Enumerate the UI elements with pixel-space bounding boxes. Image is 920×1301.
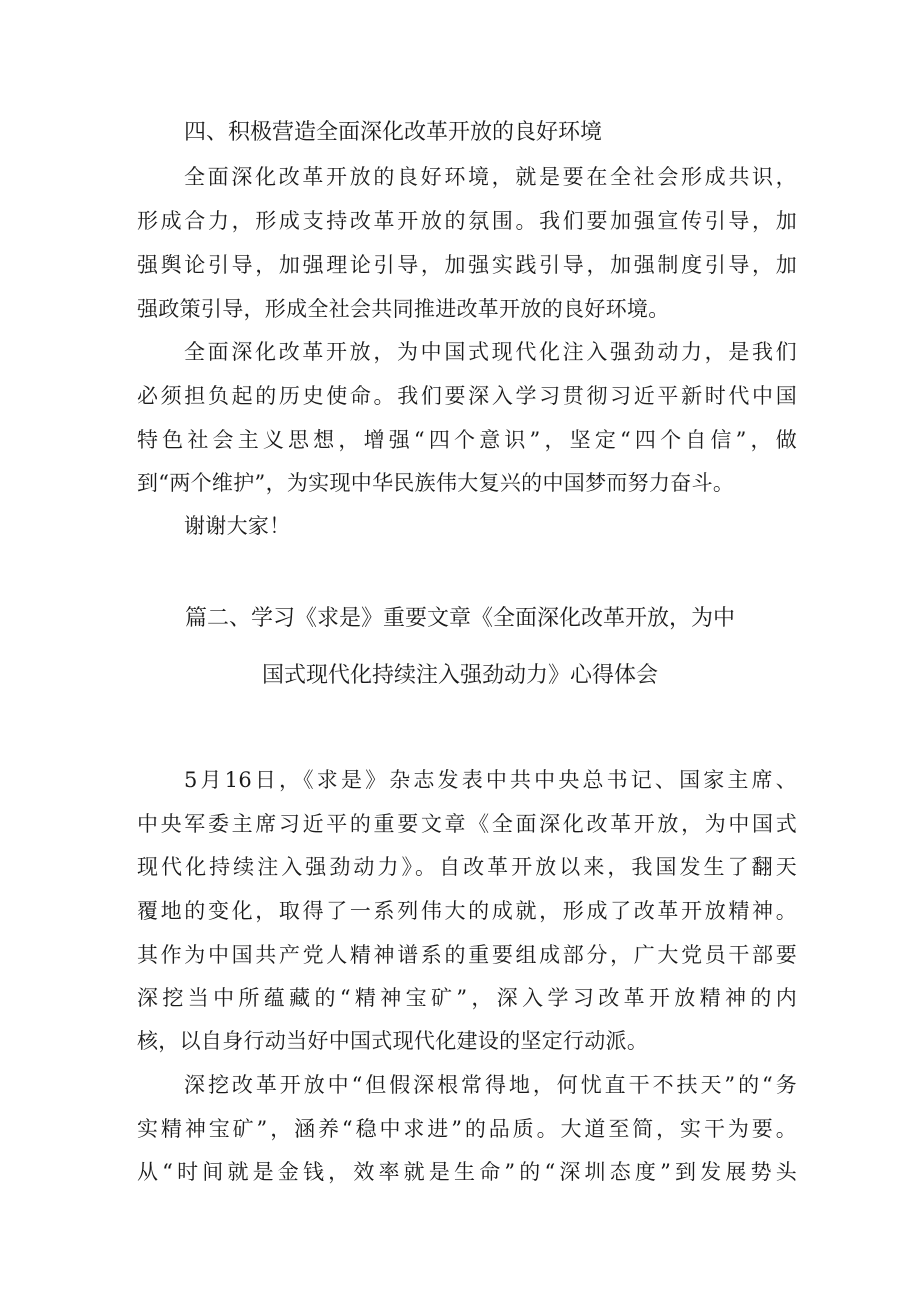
paragraph-line: 实精神宝矿”，涵养“稳中求进”的品质。大道至简，实干为要。 xyxy=(137,1117,797,1141)
paragraph-line: 深挖改革开放中“但假深根常得地，何忧直干不扶天”的“务 xyxy=(184,1073,797,1097)
article-title-line: 篇二、学习《求是》重要文章《全面深化改革开放，为中 xyxy=(184,606,735,631)
paragraph-line: 现代化持续注入强劲动力》。自改革开放以来，我国发生了翻天 xyxy=(137,855,797,879)
paragraph-line: 到“两个维护”，为实现中华民族伟大复兴的中国梦而努力奋斗。 xyxy=(137,471,735,495)
paragraph-line: 形成合力，形成支持改革开放的氛围。我们要加强宣传引导，加 xyxy=(137,209,797,233)
paragraph-line: 强舆论引导，加强理论引导，加强实践引导，加强制度引导，加 xyxy=(137,253,797,277)
paragraph-line: 中央军委主席习近平的重要文章《全面深化改革开放，为中国式 xyxy=(137,812,797,836)
paragraph-line: 特色社会主义思想，增强“四个意识”，坚定“四个自信”，做 xyxy=(137,428,797,452)
closing-text: 谢谢大家！ xyxy=(184,514,291,538)
paragraph-line: 全面深化改革开放，为中国式现代化注入强劲动力，是我们 xyxy=(184,340,797,364)
paragraph-line: 从“时间就是金钱，效率就是生命”的“深圳态度”到发展势头 xyxy=(137,1160,797,1184)
paragraph-line: 强政策引导，形成全社会共同推进改革开放的良好环境。 xyxy=(137,297,670,321)
paragraph-line: 核，以自身行动当好中国式现代化建设的坚定行动派。 xyxy=(137,1029,649,1053)
paragraph-line: 其作为中国共产党人精神谱系的重要组成部分，广大党员干部要 xyxy=(137,943,797,967)
article-title-line: 国式现代化持续注入强劲动力》心得体会 xyxy=(261,663,658,688)
paragraph-line: 5月16日，《求是》杂志发表中共中央总书记、国家主席、 xyxy=(184,768,797,792)
paragraph-line: 深挖当中所蕴藏的“精神宝矿”，深入学习改革开放精神的内 xyxy=(137,986,797,1010)
section-heading: 四、积极营造全面深化改革开放的良好环境 xyxy=(184,120,603,145)
paragraph-line: 必须担负起的历史使命。我们要深入学习贯彻习近平新时代中国 xyxy=(137,384,797,408)
paragraph-line: 全面深化改革开放的良好环境，就是要在全社会形成共识， xyxy=(184,165,797,189)
paragraph-line: 覆地的变化，取得了一系列伟大的成就，形成了改革开放精神。 xyxy=(137,899,797,923)
